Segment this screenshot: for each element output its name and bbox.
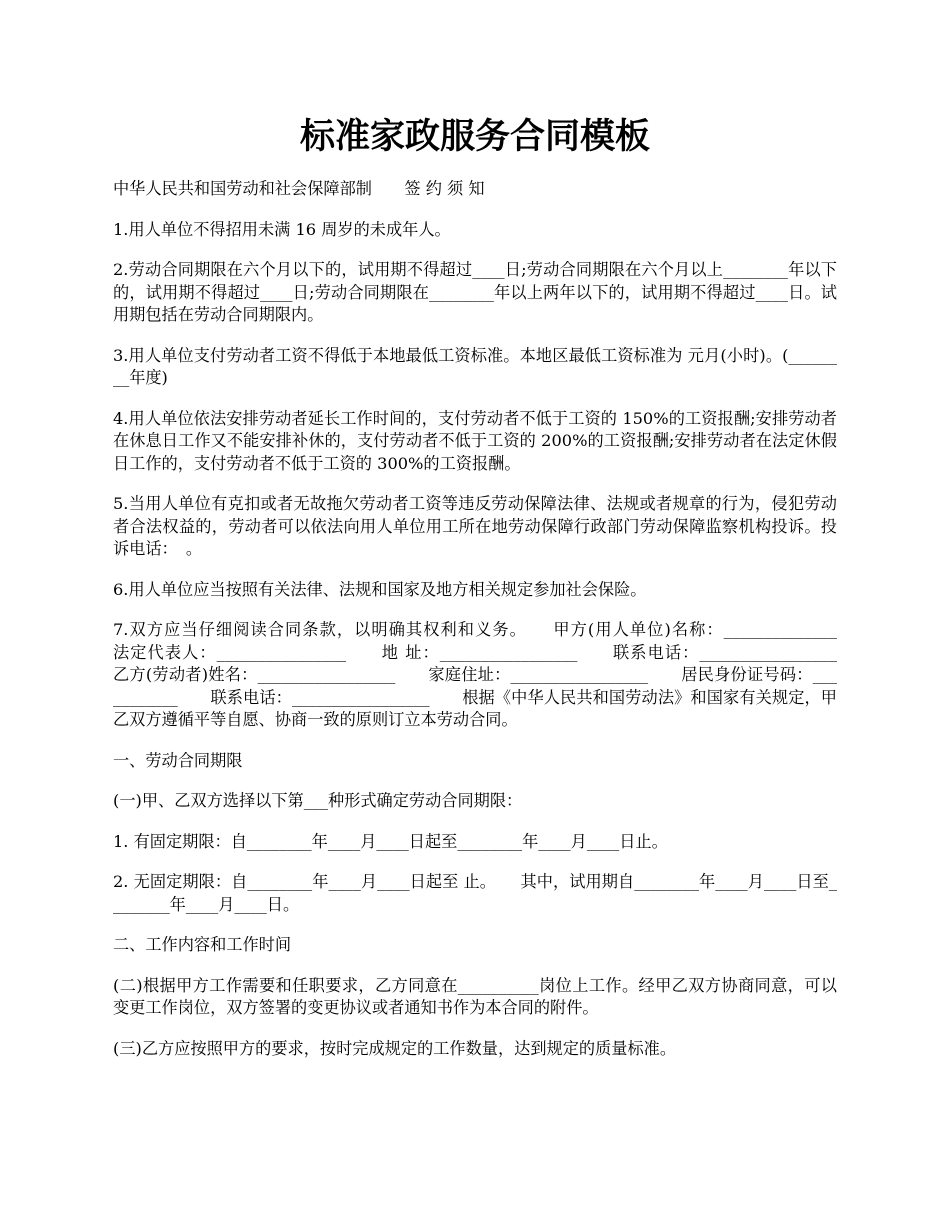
clause-1-term-type: (一)甲、乙双方选择以下第___种形式确定劳动合同期限： — [113, 791, 523, 810]
section-heading-contract-term: 一、劳动合同期限 — [113, 750, 243, 770]
open-term-option: 2. 无固定期限：自________年____月____日起至 止。 其中，试用期自________年____月____日至________年____月____日。 — [113, 872, 837, 914]
document-title: 标准家政服务合同模板 — [299, 116, 650, 157]
issuer-line: 中华人民共和国劳动和社会保障部制 签 约 须 知 — [113, 179, 485, 198]
notice-item-4: 4.用人单位依法安排劳动者延长工作时间的，支付劳动者不低于工资的 150%的工资报酬;安排劳动者在休息日工作又不能安排补休的，支付劳动者不低于工资的 200%的工资报酬;安排劳动者在法定休假日工作的，支付劳动者不低于工资的 300%的工资报酬。 — [113, 408, 837, 473]
fixed-term-option: 1. 有固定期限：自________年____月____日起至________年____月____日止。 — [113, 831, 668, 851]
notice-item-6: 6.用人单位应当按照有关法律、法规和国家及地方相关规定参加社会保险。 — [113, 579, 647, 599]
section-heading-work-content: 二、工作内容和工作时间 — [113, 935, 292, 954]
notice-item-2: 2.劳动合同期限在六个月以下的，试用期不得超过____日;劳动合同期限在六个月以上________年以下的，试用期不得超过____日;劳动合同期限在________年以上两年以下的，试用期不得超过____日。试用期包括在劳动合同期限内。 — [113, 260, 837, 324]
clause-2-position: (二)根据甲方工作需要和任职要求，乙方同意在__________岗位上工作。经甲乙双方协商同意，可以变更工作岗位，双方签署的变更协议或者通知书作为本合同的附件。 — [113, 975, 837, 1017]
notice-item-7-party-info: 7.双方应当仔细阅读合同条款，以明确其权利和义务。 甲方(用人单位)名称：______________ 法定代表人：________________ 地 址：_________________ 联系电话：_________________ 乙方(劳动者)姓名：_________________ 家庭住址：_________________ 居民身份证号码：___________ 联系电话：_________________ 根据《中华人民共和国劳动法》和国家有关规定，甲乙双方遵循平等自愿、协商一致的原则订立本劳动合同。 — [113, 620, 870, 729]
notice-item-5: 5.当用人单位有克扣或者无故拖欠劳动者工资等违反劳动保障法律、法规或者规章的行为，侵犯劳动者合法权益的，劳动者可以依法向用人单位用工所在地劳动保障行政部门劳动保障监察机构投诉。投诉电话： 。 — [113, 494, 837, 558]
notice-item-1: 1.用人单位不得招用未满 16 周岁的未成年人。 — [113, 219, 451, 239]
notice-item-3: 3.用人单位支付劳动者工资不得低于本地最低工资标准。本地区最低工资标准为 元月(小时)。(________年度) — [113, 345, 837, 387]
clause-3-quality: (三)乙方应按照甲方的要求，按时完成规定的工作数量，达到规定的质量标准。 — [113, 1038, 677, 1058]
document-page — [113, 0, 870, 1060]
